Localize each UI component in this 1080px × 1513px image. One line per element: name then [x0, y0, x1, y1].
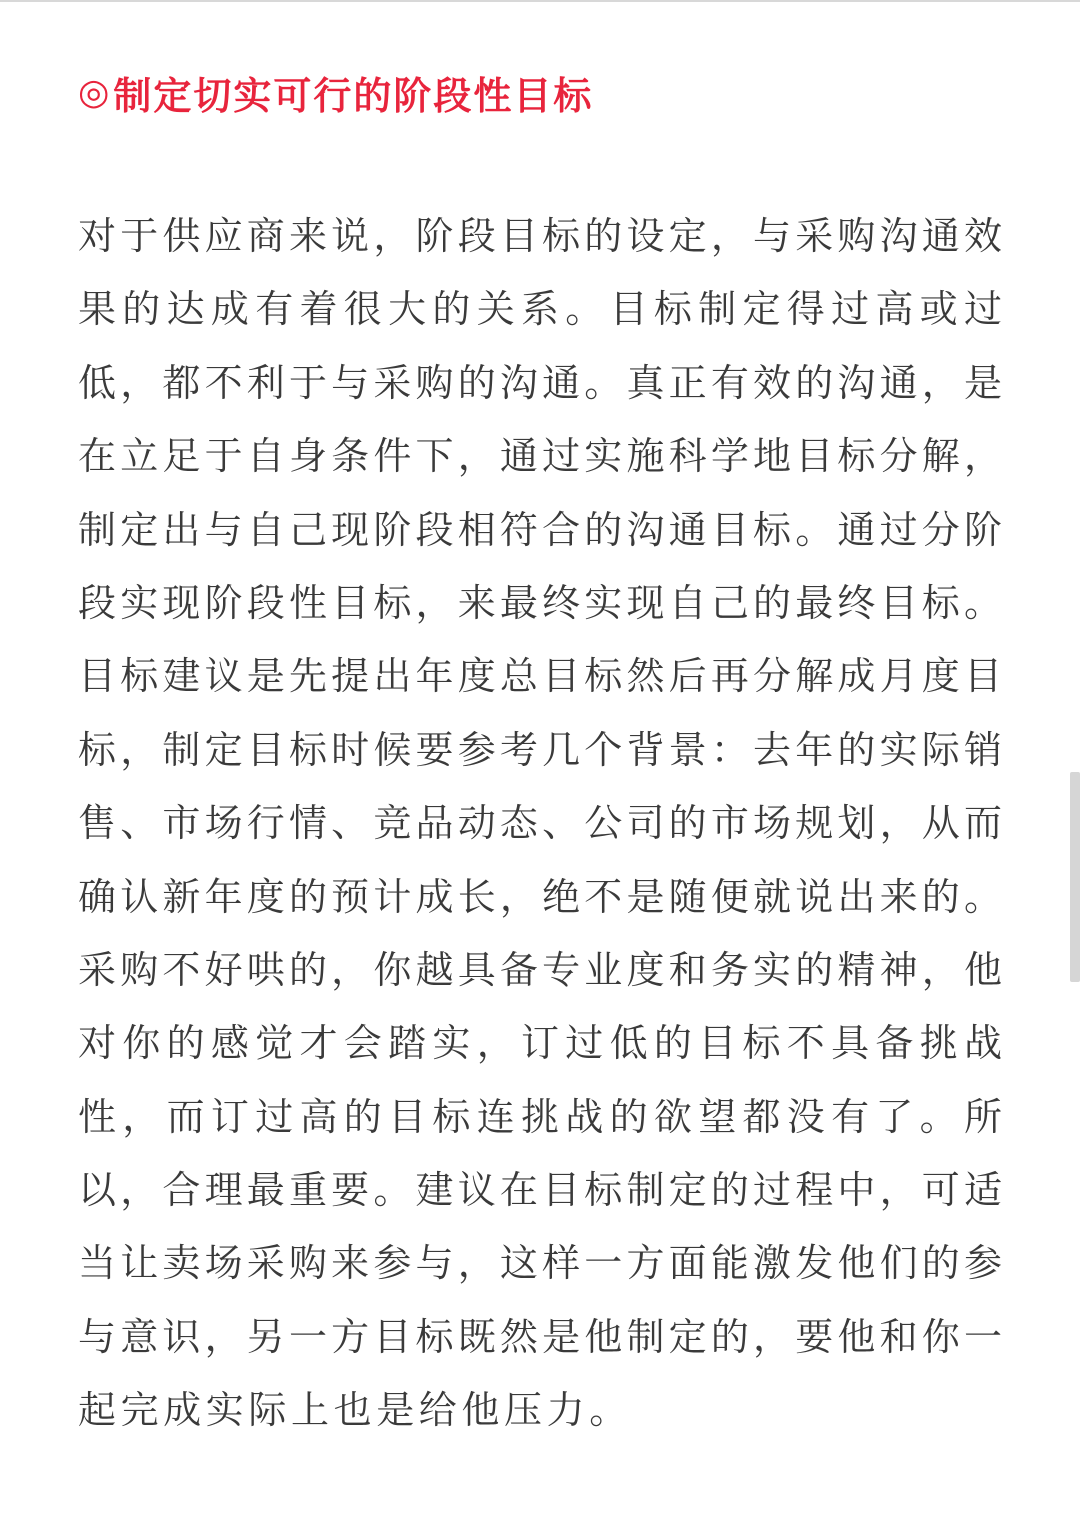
body-line: 性，而订过高的目标连挑战的欲望都没有了。所 [78, 1094, 1002, 1139]
body-line: 低，都不利于与采购的沟通。真正有效的沟通，是 [78, 360, 1002, 405]
body-line: 与意识，另一方目标既然是他制定的，要他和你一 [78, 1314, 1002, 1359]
body-line: 以，合理最重要。建议在目标制定的过程中，可适 [78, 1168, 1002, 1213]
body-line: 售、市场行情、竞品动态、公司的市场规划，从而 [78, 801, 1002, 846]
top-divider [0, 0, 1080, 2]
body-line: 对你的感觉才会踏实，订过低的目标不具备挑战 [78, 1021, 1002, 1066]
body-line: 果的达成有着很大的关系。目标制定得过高或过 [78, 287, 1002, 332]
body-line: 段实现阶段性目标，来最终实现自己的最终目标。 [78, 580, 1002, 625]
body-line: 目标建议是先提出年度总目标然后再分解成月度目 [78, 654, 1002, 699]
body-line: 制定出与自己现阶段相符合的沟通目标。通过分阶 [78, 507, 1002, 552]
section-heading-text: 制定切实可行的阶段性目标 [113, 73, 594, 118]
double-circle-icon: ◎ [78, 71, 112, 113]
body-paragraph [78, 200, 1002, 1448]
body-line: 标，制定目标时候要参考几个背景：去年的实际销 [78, 727, 1002, 772]
body-line: 采购不好哄的，你越具备专业度和务实的精神，他 [78, 947, 1002, 992]
body-line: 起完成实际上也是给他压力。 [78, 1388, 632, 1433]
scrollbar-thumb[interactable] [1070, 772, 1080, 982]
body-line: 在立足于自身条件下，通过实施科学地目标分解， [78, 434, 1002, 479]
body-line: 确认新年度的预计成长，绝不是随便就说出来的。 [78, 874, 1002, 919]
body-line: 对于供应商来说，阶段目标的设定，与采购沟通效 [78, 214, 1002, 258]
section-heading [78, 62, 593, 122]
body-line: 当让卖场采购来参与，这样一方面能激发他们的参 [78, 1241, 1002, 1286]
